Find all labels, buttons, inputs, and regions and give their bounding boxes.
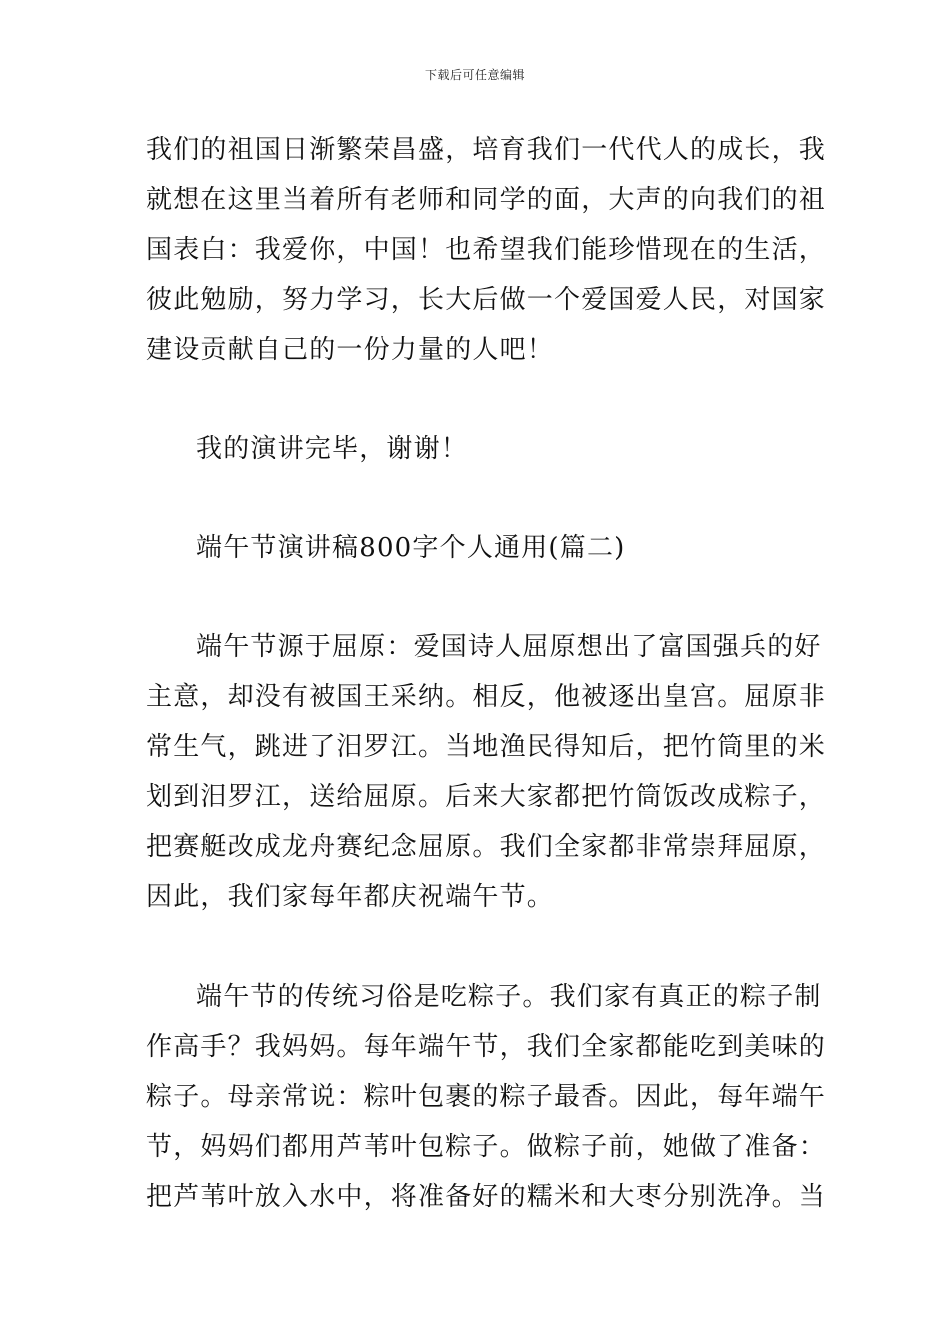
paragraph-line: 我的演讲完毕，谢谢！ <box>196 434 469 464</box>
paragraph-line: 端午节的传统习俗是吃粽子。我们家有真正的粽子制 <box>196 982 822 1012</box>
paragraph-line: 国表白：我爱你，中国！也希望我们能珍惜现在的生活， <box>146 235 827 265</box>
paragraph-line: 粽子。母亲常说：粽叶包裹的粽子最香。因此，每年端午 <box>146 1082 827 1112</box>
paragraph-line: 作高手？我妈妈。每年端午节，我们全家都能吃到美味的 <box>146 1032 827 1062</box>
paragraph-line: 彼此勉励，努力学习，长大后做一个爱国爱人民，对国家 <box>146 285 827 315</box>
paragraph-line: 把赛艇改成龙舟赛纪念屈原。我们全家都非常崇拜屈原， <box>146 832 827 862</box>
paragraph-line: 就想在这里当着所有老师和同学的面，大声的向我们的祖 <box>146 185 827 215</box>
paragraph-line: 主意，却没有被国王采纳。相反，他被逐出皇宫。屈原非 <box>146 682 827 712</box>
paragraph-line: 把芦苇叶放入水中，将准备好的糯米和大枣分别洗净。当 <box>146 1182 827 1212</box>
paragraph-line: 端午节源于屈原：爱国诗人屈原想出了富国强兵的好 <box>196 632 822 662</box>
paragraph-line: 我们的祖国日渐繁荣昌盛，培育我们一代代人的成长，我 <box>146 135 827 165</box>
paragraph-line: 节，妈妈们都用芦苇叶包粽子。做粽子前，她做了准备： <box>146 1132 827 1162</box>
paragraph-line: 常生气，跳进了汨罗江。当地渔民得知后，把竹筒里的米 <box>146 732 827 762</box>
page-header: 下载后可任意编辑 <box>424 68 525 82</box>
section-heading: 端午节演讲稿800字个人通用(篇二) <box>196 533 626 563</box>
paragraph-line: 建设贡献自己的一份力量的人吧！ <box>146 335 555 365</box>
paragraph-line: 因此，我们家每年都庆祝端午节。 <box>146 882 555 912</box>
paragraph-line: 划到汨罗江，送给屈原。后来大家都把竹筒饭改成粽子， <box>146 782 827 812</box>
